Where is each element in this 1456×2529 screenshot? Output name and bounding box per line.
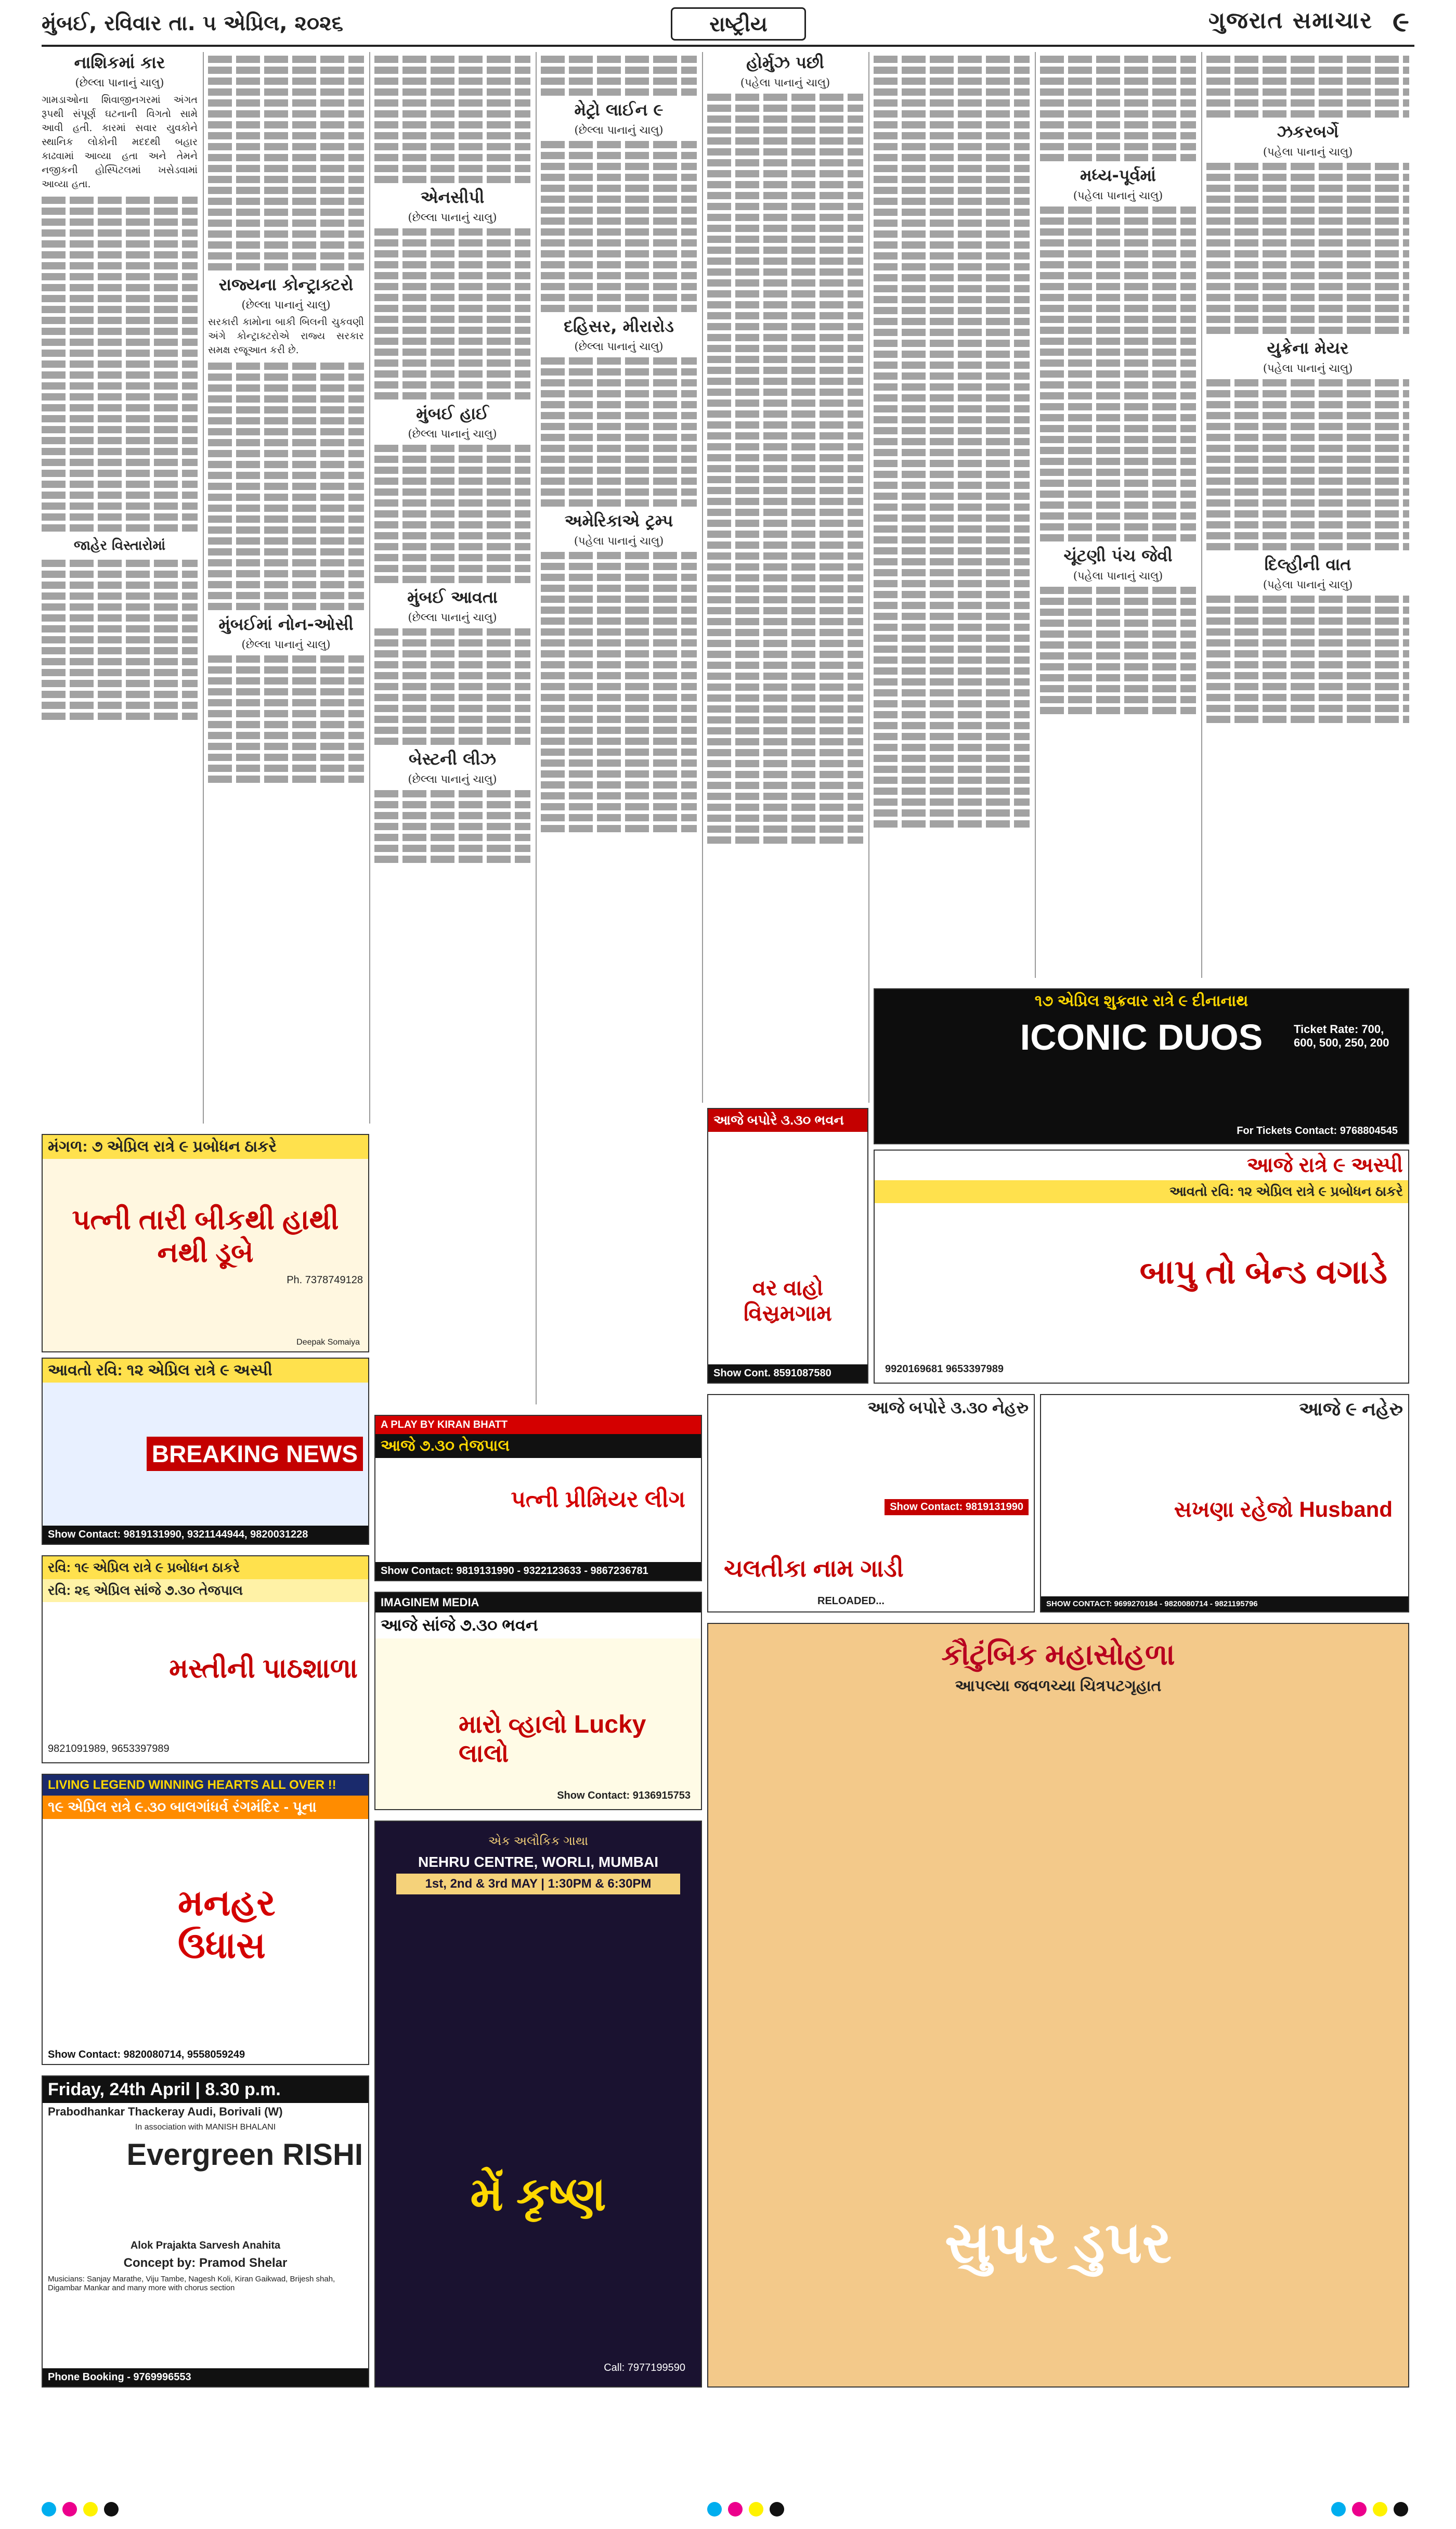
continuation-ensipi: (છેલ્લા પાનાનું ચાલુ) bbox=[408, 211, 497, 224]
ad-krishna-title: મેં કૃષ્ણ bbox=[470, 2169, 606, 2221]
ad-chalti-date: આજે બપોરે ૩.૩૦ નેહરુ bbox=[867, 1398, 1029, 1417]
ad-patni-title: પત્ની પ્રીમિયર લીગ bbox=[511, 1487, 685, 1512]
continuation-mumbai-nonsi: (છેલ્લા પાનાનું ચાલુ) bbox=[241, 638, 331, 651]
headline-ensipi: એનસીપી bbox=[420, 187, 485, 207]
headline-rajyana: રાજ્યના કોન્ટ્રાક્ટરો bbox=[218, 275, 354, 294]
column-2 bbox=[208, 52, 364, 786]
headline-bestni: બેસ્ટની લીઝ bbox=[408, 749, 497, 769]
ad-iconic-title: ICONIC DUOS bbox=[1020, 1017, 1263, 1057]
continuation-delhi: (પહેલા પાનાનું ચાલુ) bbox=[1263, 578, 1353, 591]
ad-superduper bbox=[707, 1623, 1409, 2388]
ad-sakhana bbox=[1040, 1394, 1409, 1612]
continuation-bestni: (છેલ્લા પાનાનું ચાલુ) bbox=[408, 773, 497, 785]
ad-iconic-phone: For Tickets Contact: 9768804545 bbox=[1237, 1125, 1398, 1137]
ad-sakhana-date: આજે ૯ નહેરુ bbox=[1299, 1398, 1403, 1420]
headline-mumbai-nonsi: મુંબઈમાં નોન-ઓસી bbox=[218, 614, 354, 634]
ad-maro-valo bbox=[374, 1592, 702, 1810]
headline-ukraine: યુક્રેના મેયર bbox=[1267, 338, 1349, 358]
ad-breaking-title: BREAKING NEWS bbox=[147, 1437, 363, 1471]
ad-superduper-sub: આપલ્યા જવળચ્યા ચિત્રપટગૃહાત bbox=[955, 1678, 1162, 1695]
column-8 bbox=[1206, 52, 1409, 727]
continuation-rajyana: (છેલ્લા પાનાનું ચાલુ) bbox=[241, 299, 331, 311]
headline-mumbai-high: મુંબઈ હાઈ bbox=[416, 404, 489, 423]
ad-chalti-phone: Show Contact: 9819131990 bbox=[885, 1499, 1029, 1515]
ad-patni-phone: Show Contact: 9819131990 - 9322123633 - 9867236781 bbox=[375, 1562, 701, 1580]
ad-maro-valo-title: મારો વ્હાલો Lucky લાલો bbox=[459, 1711, 646, 1767]
ad-superduper-title: સુપર ડુપર bbox=[944, 2211, 1172, 2275]
ad-var-vaha-phone: Show Cont. 8591087580 bbox=[708, 1364, 867, 1383]
ad-patni-header: A PLAY BY KIRAN BHATT bbox=[375, 1416, 701, 1434]
continuation-metro: (છેલ્લા પાનાનું ચાલુ) bbox=[574, 124, 664, 136]
column-1 bbox=[42, 52, 198, 724]
ad-mangal-phone: Ph. 7378749128 bbox=[287, 1274, 363, 1286]
ad-rishi-phone: Phone Booking - 9769996553 bbox=[43, 2368, 368, 2386]
headline-madhya: મધ્ય-પૂર્વમાં bbox=[1080, 165, 1156, 185]
ad-bapu-date: આજે રાત્રે ૯ અસ્પી bbox=[1246, 1154, 1403, 1177]
ad-iconic bbox=[874, 988, 1409, 1144]
ad-manhar-phone: Show Contact: 9820080714, 9558059249 bbox=[43, 2046, 368, 2064]
headline-chutni: ચૂંટણી પંચ જેવી bbox=[1063, 546, 1173, 565]
headline-dahisar: દહિસર, મીરારોડ bbox=[564, 316, 674, 336]
ad-bapu bbox=[874, 1150, 1409, 1384]
column-5 bbox=[707, 52, 863, 847]
ad-superduper-header: કૌટુંબિક મહાસોહળા bbox=[941, 1638, 1175, 1671]
ad-patni bbox=[374, 1415, 702, 1581]
ad-bapu-date2: આવતો રવિ: ૧૨ એપ્રિલ રાત્રે ૯ પ્રબોધન ઠાકરે bbox=[875, 1180, 1408, 1203]
ad-bapu-phone: 9920169681 9653397989 bbox=[885, 1363, 1004, 1375]
ad-krishna-header: એક અલૌકિક ગાથા bbox=[488, 1834, 589, 1848]
ad-maro-valo-date: આજે સાંજે ૭.૩૦ ભવન bbox=[375, 1612, 701, 1638]
column-3 bbox=[374, 52, 530, 867]
headline-jahir: જાહેર વિસ્તારોમાં bbox=[73, 538, 166, 553]
ad-breaking-phone: Show Contact: 9819131990, 9321144944, 9820031228 bbox=[43, 1526, 368, 1544]
headline-metro: મેટ્રો લાઈન ૯ bbox=[574, 100, 664, 120]
issue-date: મુંબઈ, રવિવાર તા. ૫ એપ્રિલ, ૨૦૨૬ bbox=[42, 11, 343, 35]
continuation-zuckerberg: (પહેલા પાનાનું ચાલુ) bbox=[1263, 146, 1353, 158]
article-body-rajyana: સરકારી કામોના બાકી બિલની ચુકવણી અંગે કોન્ટ્રાક્ટરોએ રાજ્ય સરકાર સમક્ષ રજૂઆત કરી છે. bbox=[208, 316, 364, 356]
ad-chalti-sub: RELOADED... bbox=[817, 1595, 885, 1607]
ad-iconic-prices: Ticket Rate: 700, 600, 500, 250, 200 bbox=[1294, 1023, 1389, 1049]
continuation-hormuz: (પહેલા પાનાનું ચાલુ) bbox=[740, 76, 830, 89]
section-label: રાષ્ટ્રીય bbox=[671, 7, 806, 41]
ad-manhar-title: મનહર ઉધાસ bbox=[178, 1882, 276, 1966]
headline-mumbai-aavta: મુંબઈ આવતા bbox=[407, 587, 498, 607]
column-6 bbox=[874, 52, 1030, 831]
ad-krishna-call: Call: 7977199590 bbox=[604, 2362, 685, 2373]
column-7 bbox=[1040, 52, 1196, 718]
continuation-america: (પહેલા પાનાનું ચાલુ) bbox=[574, 535, 664, 547]
ad-krishna-dates: 1st, 2nd & 3rd MAY | 1:30PM & 6:30PM bbox=[396, 1874, 680, 1894]
continuation-mumbai-aavta: (છેલ્લા પાનાનું ચાલુ) bbox=[408, 611, 497, 624]
ad-breaking bbox=[42, 1358, 369, 1545]
ad-mangal bbox=[42, 1134, 369, 1352]
ad-mastini-title: મસ્તીની પાઠશાળા bbox=[169, 1654, 358, 1684]
ad-mangal-credit: Deepak Somaiya bbox=[296, 1338, 360, 1347]
continuation-dahisar: (છેલ્લા પાનાનું ચાલુ) bbox=[574, 340, 664, 353]
continuation-nashik: (છેલ્લા પાનાનું ચાલુ) bbox=[75, 76, 164, 89]
continuation-mumbai-high: (છેલ્લા પાનાનું ચાલુ) bbox=[408, 428, 497, 440]
ad-patni-date: આજે ૭.૩૦ તેજપાલ bbox=[375, 1434, 701, 1458]
column-4 bbox=[541, 52, 697, 836]
ad-chalti bbox=[707, 1394, 1035, 1612]
ad-manhar bbox=[42, 1774, 369, 2065]
page-number: ૯ bbox=[1393, 5, 1409, 38]
ad-chalti-title: ચલતીકા નામ ગાડી bbox=[724, 1555, 904, 1582]
ad-manhar-date: ૧૯ એપ્રિલ રાત્રે ૯.૩૦ બાલગાંધર્વ રંગમંદિર - પૂના bbox=[43, 1796, 368, 1819]
ad-maro-valo-header: IMAGINEM MEDIA bbox=[375, 1593, 701, 1612]
ad-mastini-date1: રવિ: ૧૯ એપ્રિલ રાત્રે ૯ પ્રબોધન ઠાકરે bbox=[43, 1556, 368, 1579]
header-rule bbox=[42, 45, 1414, 47]
headline-nashik: નાશિકમાં કાર bbox=[74, 53, 165, 72]
ad-rishi-title: Evergreen RISHI bbox=[126, 2138, 363, 2172]
ad-rishi-date: Friday, 24th April | 8.30 p.m. bbox=[43, 2076, 368, 2103]
headline-delhi: દિલ્હીની વાત bbox=[1264, 554, 1351, 574]
ad-var-vaha bbox=[707, 1108, 868, 1384]
ad-mangal-title: પત્ની તારી બીકથી હાથી નથી ડૂબે bbox=[72, 1204, 339, 1268]
ad-manhar-banner: LIVING LEGEND WINNING HEARTS ALL OVER !! bbox=[43, 1775, 368, 1796]
ad-var-vaha-title: વર વાહો વિસ્રમગામ bbox=[744, 1275, 832, 1325]
masthead-logo: ગુજરાત સમાચાર bbox=[1208, 7, 1373, 34]
headline-america: અમેરિકાએ ટ્રમ્પ bbox=[564, 511, 673, 531]
ad-mastini-phone: 9821091989, 9653397989 bbox=[48, 1743, 170, 1754]
ad-rishi bbox=[42, 2075, 369, 2388]
ad-bapu-title: બાપુ તો બેન્ડ વગાડે bbox=[1139, 1253, 1387, 1291]
ad-iconic-date: ૧૭ એપ્રિલ શુક્રવાર રાત્રે ૯ દીનાનાથ bbox=[1034, 992, 1249, 1010]
ad-rishi-presenter: In association with MANISH BHALANI bbox=[135, 2123, 276, 2132]
continuation-ukraine: (પહેલા પાનાનું ચાલુ) bbox=[1263, 362, 1353, 375]
ad-mangal-date: મંગળ: ૭ એપ્રિલ રાત્રે ૯ પ્રબોધન ઠાકરે bbox=[43, 1135, 368, 1159]
ad-sakhana-phone: SHOW CONTACT: 9699270184 - 9820080714 - 9821195796 bbox=[1041, 1596, 1408, 1611]
ad-rishi-venue: Prabodhankar Thackeray Audi, Borivali (W) bbox=[48, 2105, 283, 2118]
headline-hormuz: હોર્મુઝ પછી bbox=[746, 53, 824, 72]
ad-rishi-musicians: Musicians: Sanjay Marathe, Viju Tambe, Nagesh Koli, Kiran Gaikwad, Brijesh shah, Digambar Mankar and many more with chorus section bbox=[48, 2275, 335, 2292]
article-body-nashik: ગામડાઓના શિવાજીનગરમાં અંગત રૂપથી સંપૂર્ણ ઘટનાની વિગતો સામે આવી હતી. કારમાં સવાર યુવકોને સ્થાનિક લોકોની મદદથી બહાર કાઢવામાં આવ્યા હતા અને તેમને નજીકની હોસ્પિટલમાં ખસેડવામાં આવ્યા હતા. bbox=[42, 94, 198, 190]
ad-krishna-venue: NEHRU CENTRE, WORLI, MUMBAI bbox=[418, 1854, 658, 1870]
ad-rishi-concept: Concept by: Pramod Shelar bbox=[123, 2256, 288, 2270]
ad-var-vaha-date: આજે બપોરે ૩.૩૦ ભવન bbox=[708, 1109, 867, 1132]
continuation-madhya: (પહેલા પાનાનું ચાલુ) bbox=[1073, 189, 1163, 202]
ad-maro-valo-phone: Show Contact: 9136915753 bbox=[557, 1790, 691, 1801]
ad-rishi-singers: Alok Prajakta Sarvesh Anahita bbox=[130, 2240, 281, 2251]
headline-zuckerberg: ઝકરબર્ગે bbox=[1277, 122, 1339, 141]
ad-krishna bbox=[374, 1821, 702, 2388]
ad-mastini bbox=[42, 1555, 369, 1763]
ad-mastini-date2: રવિ: ૨૬ એપ્રિલ સાંજે ૭.૩૦ તેજપાલ bbox=[43, 1579, 368, 1602]
continuation-chutni: (પહેલા પાનાનું ચાલુ) bbox=[1073, 570, 1163, 582]
ad-sakhana-title: સખણા રહેજો Husband bbox=[1174, 1497, 1393, 1521]
ad-breaking-date: આવતો રવિ: ૧૨ એપ્રિલ રાત્રે ૯ અસ્પી bbox=[43, 1359, 368, 1383]
